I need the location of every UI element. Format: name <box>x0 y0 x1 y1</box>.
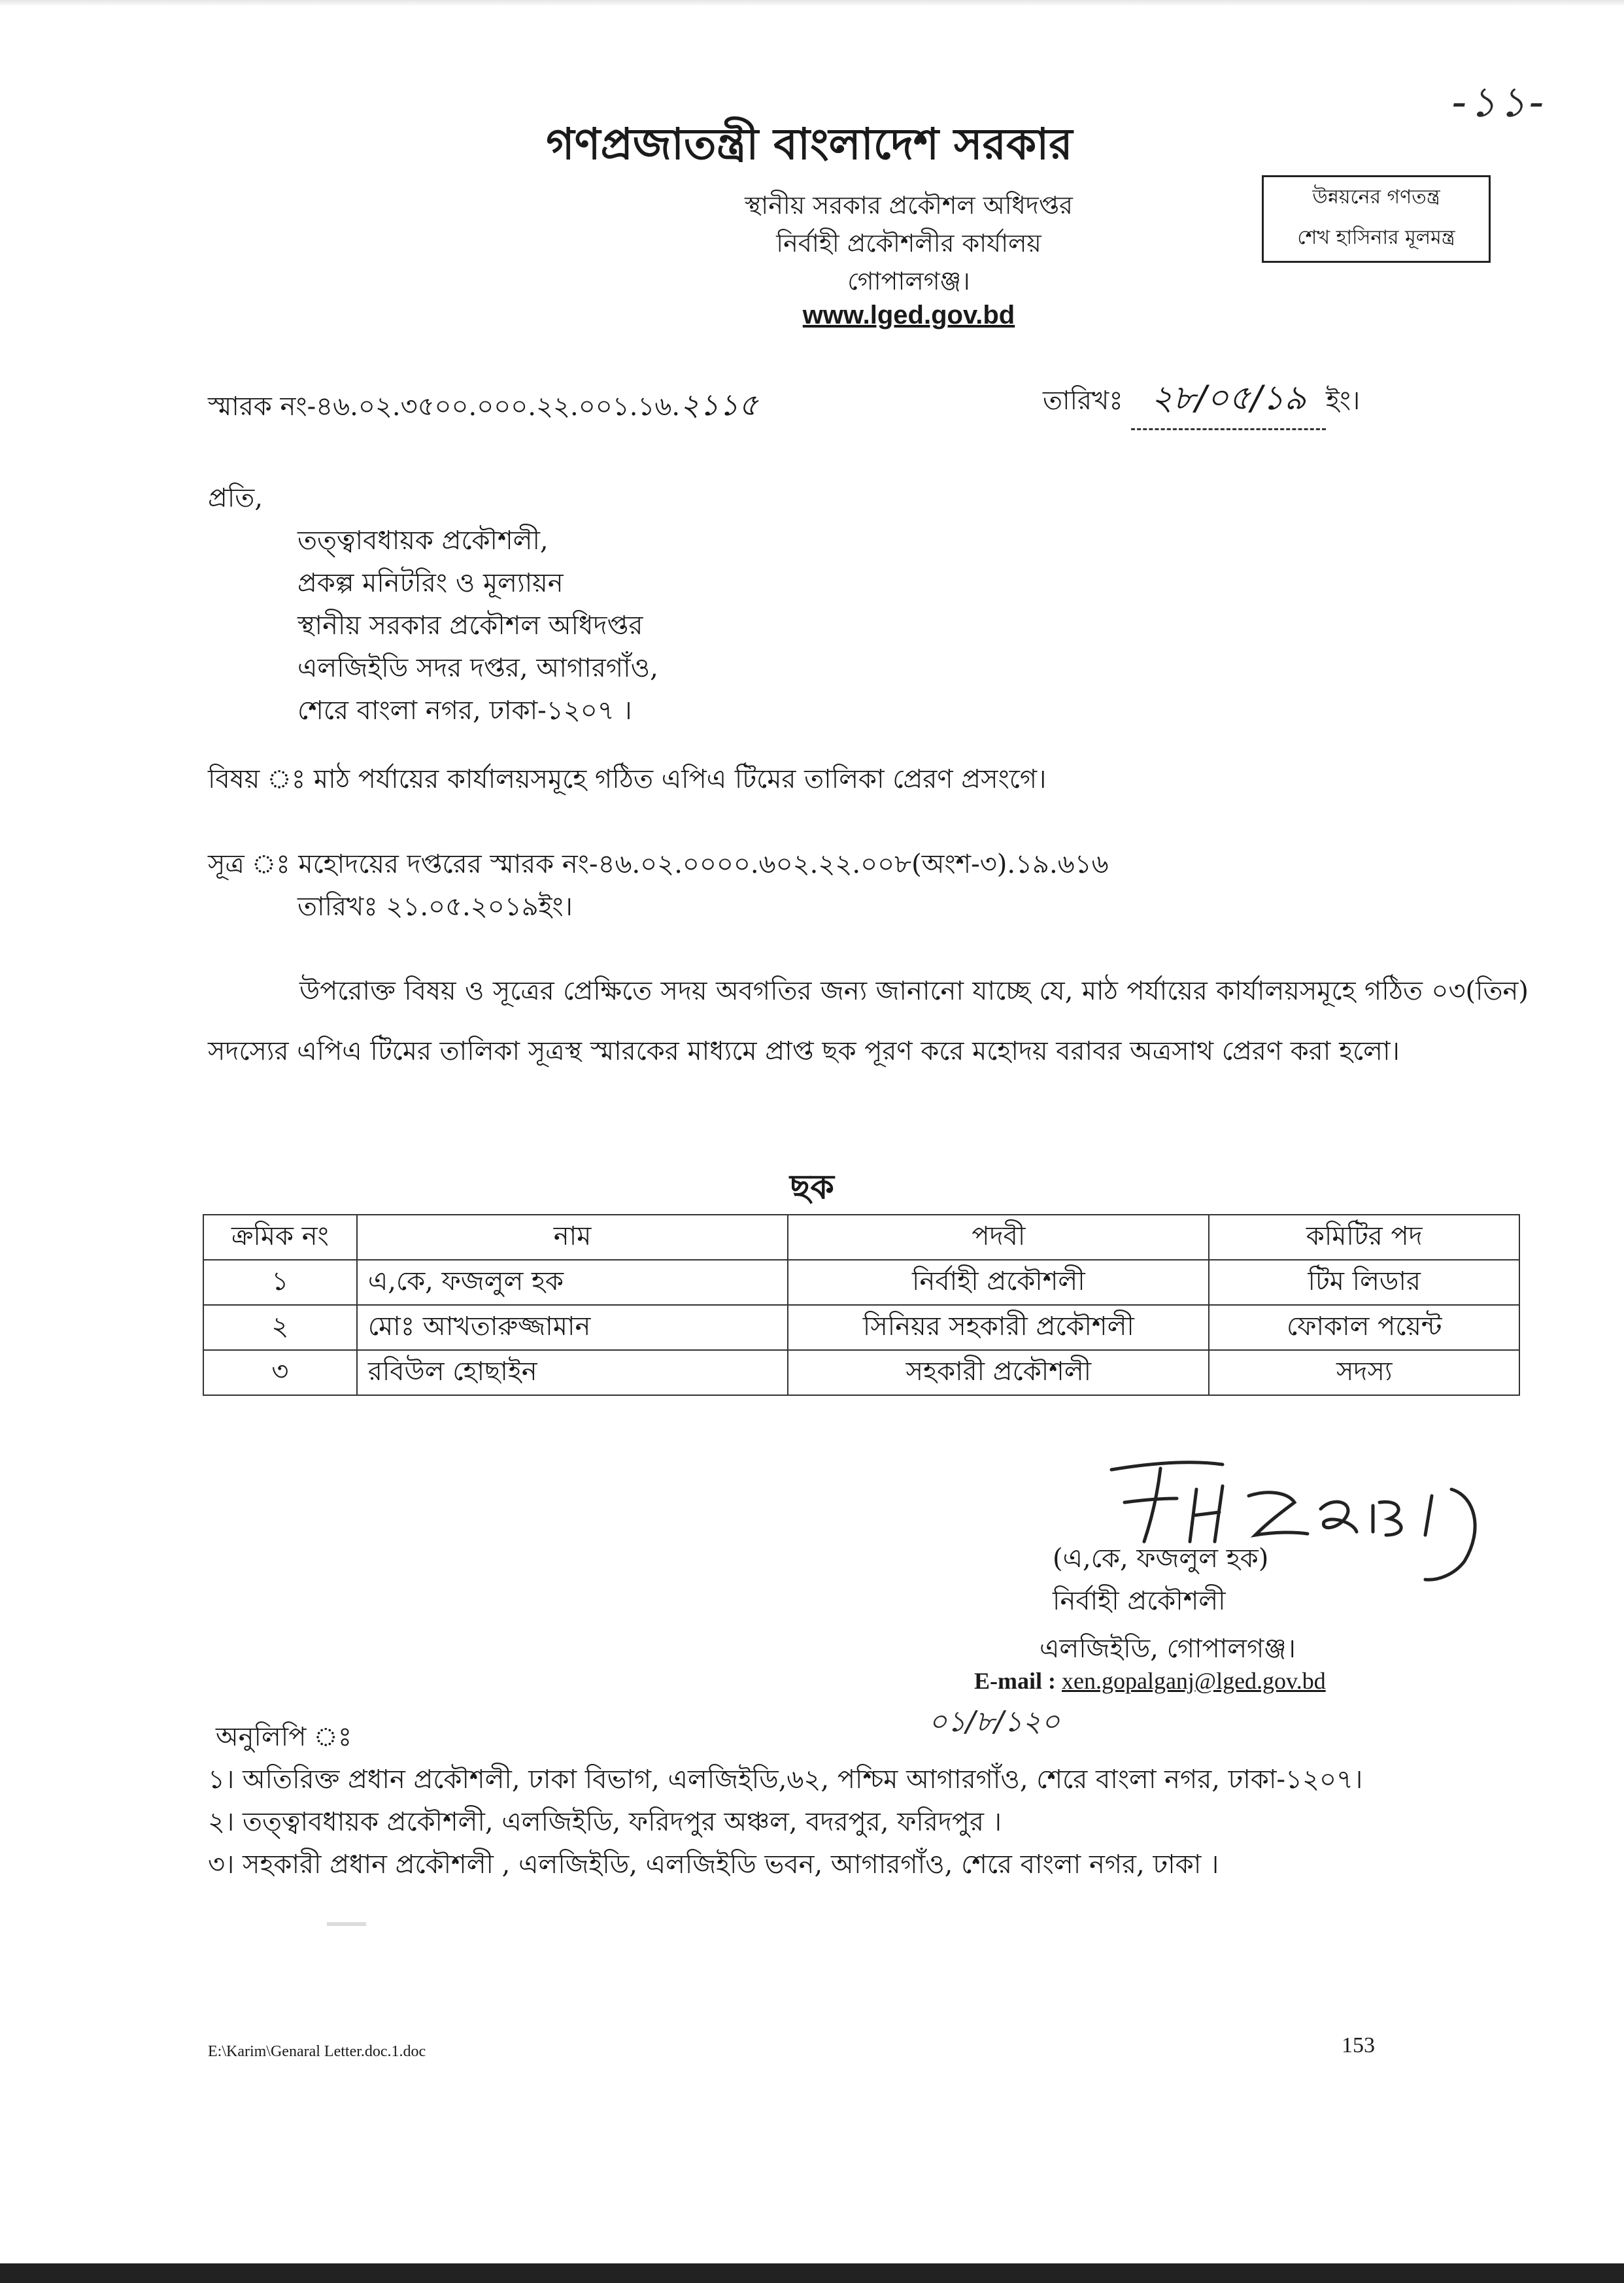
footer-file-path: E:\Karim\Genaral Letter.doc.1.doc <box>208 2043 426 2060</box>
signatory-office: এলজিইডি, গোপালগঞ্জ। <box>1040 1634 1296 1664</box>
memo-prefix: স্মারক নং-৪৬.০২.৩৫০০.০০০.২২.০০১.১৬. <box>208 392 681 422</box>
header-serial: ক্রমিক নং <box>203 1215 357 1260</box>
header-designation: পদবী <box>788 1215 1209 1260</box>
cell-role: সদস্য <box>1209 1350 1519 1395</box>
cell-designation: নির্বাহী প্রকৌশলী <box>788 1260 1209 1305</box>
footer-page-number: 153 <box>1342 2033 1375 2057</box>
date-handwritten: ২৮/০৫/১৯ <box>1131 371 1326 430</box>
reference-line: সূত্র ঃ মহোদয়ের দপ্তরের স্মারক নং-৪৬.০২.০০০০.৬০২.২২.০০৮(অংশ-৩).১৯.৬১৬ <box>208 849 1109 879</box>
office-name: নির্বাহী প্রকৌশলীর কার্যালয় <box>776 229 1041 258</box>
scan-top-edge <box>0 0 1624 7</box>
cell-role: ফোকাল পয়েন্ট <box>1209 1305 1519 1350</box>
header-committee-role: কমিটির পদ <box>1209 1215 1519 1260</box>
recipient-line: তত্ত্বাবধায়ক প্রকৌশলী, <box>297 526 549 556</box>
recipient-line: শেরে বাংলা নগর, ঢাকা-১২০৭ । <box>297 696 632 726</box>
handwritten-received-note: ০১/৮/১২০ <box>928 1705 1060 1738</box>
body-text: উপরোক্ত বিষয় ও সূত্রের প্রেক্ষিতে সদয় অবগতির জন্য জানানো যাচ্ছে যে, মাঠ পর্যায়ের কার্যালয়সমূহে গঠিত ০৩(তিন) সদস্যের এপিএ টিমের তালিকা সূত্রস্থ স্মারকের মাধ্যমে প্রাপ্ত ছক পূরণ করে মহোদয় বরাবর অত্রসাথ প্রেরণ করা হলো। <box>208 976 1529 1066</box>
department-name: স্থানীয় সরকার প্রকৌশল অধিদপ্তর <box>745 191 1073 220</box>
table-row <box>203 1260 1519 1305</box>
signatory-email <box>974 1667 1326 1695</box>
cell-name: এ,কে, ফজলুল হক <box>357 1260 788 1305</box>
slogan-line-2: শেখ হাসিনার মূলমন্ত্র <box>1297 226 1455 249</box>
date-label: তারিখঃ <box>1043 386 1123 416</box>
table-row <box>203 1350 1519 1395</box>
date-suffix: ইং। <box>1326 386 1361 416</box>
cell-designation: সিনিয়র সহকারী প্রকৌশলী <box>788 1305 1209 1350</box>
table-title: ছক <box>790 1167 834 1207</box>
scan-bottom-edge <box>0 2263 1624 2283</box>
cc-item: ২। তত্ত্বাবধায়ক প্রকৌশলী, এলজিইডি, ফরিদপুর অঞ্চল, বদরপুর, ফরিদপুর । <box>208 1807 1002 1837</box>
email-link[interactable]: xen.gopalganj@lged.gov.bd <box>1061 1668 1326 1694</box>
table-header-row <box>203 1215 1519 1260</box>
recipient-line: স্থানীয় সরকার প্রকৌশল অধিদপ্তর <box>297 611 643 641</box>
cell-name: রবিউল হোছাইন <box>357 1350 788 1395</box>
reference-date: তারিখঃ ২১.০৫.২০১৯ইং। <box>297 892 573 922</box>
recipient-line: প্রকল্প মনিটরিং ও মূল্যায়ন <box>297 568 564 598</box>
website-link[interactable]: www.lged.gov.bd <box>802 301 1015 330</box>
cell-name: মোঃ আখতারুজ্জামান <box>357 1305 788 1350</box>
body-paragraph <box>208 961 1529 1081</box>
district-name: গোপালগঞ্জ। <box>847 267 970 296</box>
scan-smudge <box>327 1922 366 1926</box>
apa-team-table <box>203 1214 1520 1396</box>
slogan-box <box>1262 175 1491 263</box>
signatory-name: (এ,কে, ফজলুল হক) <box>1053 1544 1269 1574</box>
cc-item: ৩। সহকারী প্রধান প্রকৌশলী , এলজিইডি, এলজিইডি ভবন, আগারগাঁও, শেরে বাংলা নগর, ঢাকা । <box>208 1850 1219 1880</box>
slogan-line-1: উন্নয়নের গণতন্ত্র <box>1312 186 1440 209</box>
cell-serial: ১ <box>203 1260 357 1305</box>
email-label: E-mail : <box>974 1668 1056 1694</box>
cell-serial: ৩ <box>203 1350 357 1395</box>
table-row <box>203 1305 1519 1350</box>
recipient-line: এলজিইডি সদর দপ্তর, আগারগাঁও, <box>297 653 658 683</box>
handwritten-page-number: -১১- <box>1451 78 1547 127</box>
cell-designation: সহকারী প্রকৌশলী <box>788 1350 1209 1395</box>
government-title: গণপ্রজাতন্ত্রী বাংলাদেশ সরকার <box>546 118 1073 169</box>
recipient-label: প্রতি, <box>208 483 263 513</box>
cell-serial: ২ <box>203 1305 357 1350</box>
cc-item: ১। অতিরিক্ত প্রধান প্রকৌশলী, ঢাকা বিভাগ, এলজিইডি,৬২, পশ্চিম আগারগাঁও, শেরে বাংলা নগর, ঢাকা-১২০৭। <box>208 1765 1363 1795</box>
cc-label: অনুলিপি ঃ <box>216 1722 352 1752</box>
signatory-designation: নির্বাহী প্রকৌশলী <box>1053 1586 1226 1616</box>
memo-date <box>1043 371 1360 430</box>
cell-role: টিম লিডার <box>1209 1260 1519 1305</box>
header-name: নাম <box>357 1215 788 1260</box>
memo-handwritten-number: ২১১৫ <box>680 387 758 422</box>
subject-line: বিষয় ঃ মাঠ পর্যায়ের কার্যালয়সমূহে গঠিত এপিএ টিমের তালিকা প্রেরণ প্রসংগে। <box>208 764 1047 794</box>
memo-number <box>208 382 758 432</box>
